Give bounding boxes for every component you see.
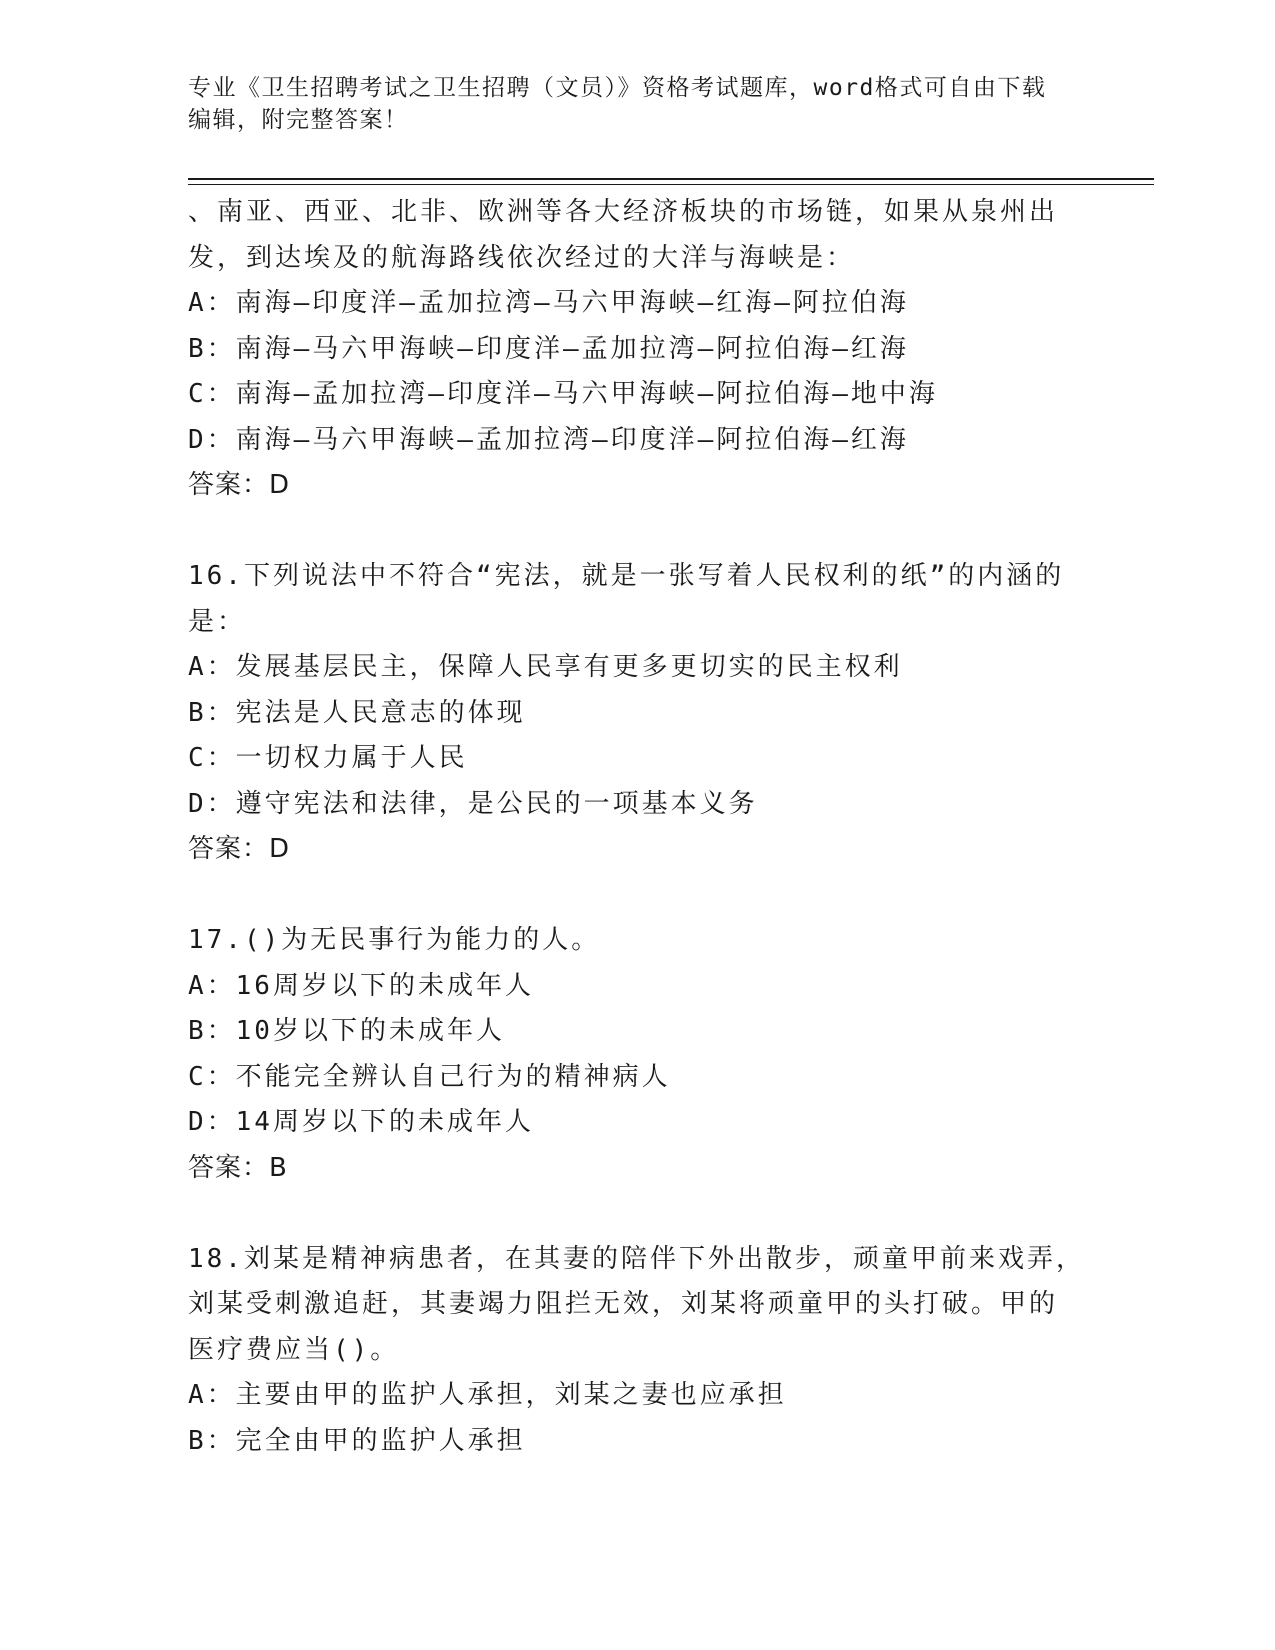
option-a: A：主要由甲的监护人承担，刘某之妻也应承担 xyxy=(188,1380,787,1410)
option-d: D：遵守宪法和法律，是公民的一项基本义务 xyxy=(188,788,758,819)
question-16 xyxy=(188,554,1108,873)
question-list xyxy=(188,190,1108,1464)
question-text-line: 17.()为无民事行为能力的人。 xyxy=(188,925,601,955)
question-15 xyxy=(188,190,1108,509)
question-text-line: 是： xyxy=(188,606,247,637)
option-d: D：南海—马六甲海峡—孟加拉湾—印度洋—阿拉伯海—红海 xyxy=(188,424,909,455)
spacer xyxy=(188,1191,1108,1237)
document-header xyxy=(188,72,1088,136)
question-text-line: 16.下列说法中不符合“宪法，就是一张写着人民权利的纸”的内涵的 xyxy=(188,561,1065,591)
option-a: A：南海—印度洋—孟加拉湾—马六甲海峡—红海—阿拉伯海 xyxy=(188,288,909,318)
question-18 xyxy=(188,1237,1108,1465)
question-text-line: 医疗费应当()。 xyxy=(188,1334,400,1365)
question-text-line: 发，到达埃及的航海路线依次经过的大洋与海峡是： xyxy=(188,242,856,273)
option-a: A：发展基层民主，保障人民享有更多更切实的民主权利 xyxy=(188,652,903,682)
header-line-1: 专业《卫生招聘考试之卫生招聘（文员）》资格考试题库，word格式可自由下载 xyxy=(188,75,1047,101)
answer-line: 答案：D xyxy=(188,834,291,864)
option-b: B：宪法是人民意志的体现 xyxy=(188,697,526,728)
option-a: A：16周岁以下的未成年人 xyxy=(188,970,534,1001)
option-c: C：一切权力属于人民 xyxy=(188,743,468,773)
spacer xyxy=(188,509,1108,555)
header-rule-thick xyxy=(188,178,1154,180)
question-text-line: 、南亚、西亚、北非、欧洲等各大经济板块的市场链，如果从泉州出 xyxy=(188,197,1059,227)
option-d: D：14周岁以下的未成年人 xyxy=(188,1107,534,1137)
option-b: B：10岁以下的未成年人 xyxy=(188,1016,505,1046)
header-line-2: 编辑，附完整答案！ xyxy=(188,107,409,133)
header-rule-thin xyxy=(188,184,1154,185)
spacer xyxy=(188,873,1108,919)
question-text-line: 刘某受刺激追赶，其妻竭力阻拦无效，刘某将顽童甲的头打破。甲的 xyxy=(188,1289,1059,1319)
option-b: B：南海—马六甲海峡—印度洋—孟加拉湾—阿拉伯海—红海 xyxy=(188,333,909,364)
question-17 xyxy=(188,918,1108,1191)
answer-line: 答案：D xyxy=(188,470,291,500)
option-c: C：南海—孟加拉湾—印度洋—马六甲海峡—阿拉伯海—地中海 xyxy=(188,379,938,409)
option-c: C：不能完全辨认自己行为的精神病人 xyxy=(188,1061,671,1092)
answer-line: 答案：B xyxy=(188,1152,288,1183)
option-b: B：完全由甲的监护人承担 xyxy=(188,1425,526,1456)
question-text-line: 18.刘某是精神病患者，在其妻的陪伴下外出散步，顽童甲前来戏弄， xyxy=(188,1243,1085,1274)
